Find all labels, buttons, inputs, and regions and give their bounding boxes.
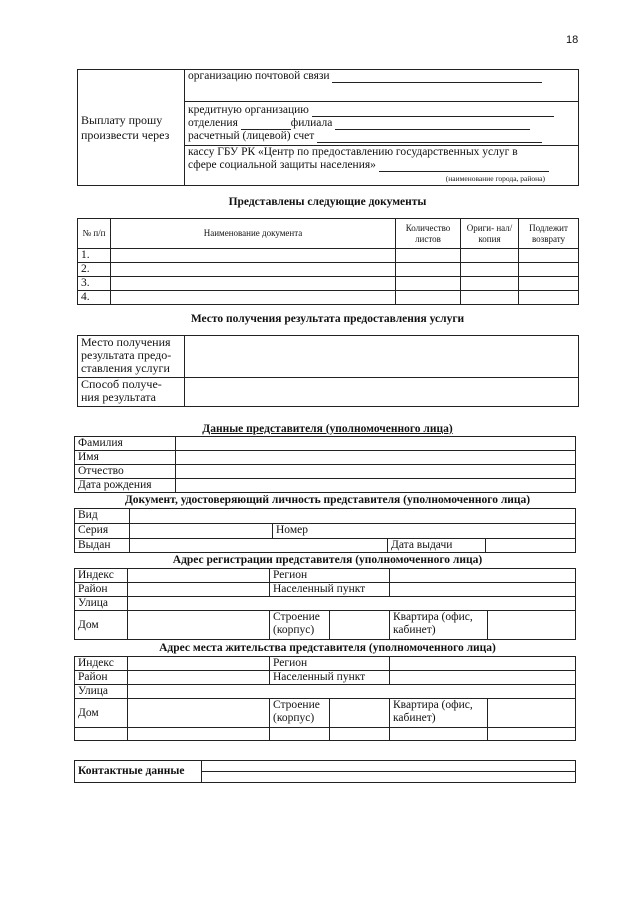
district-input[interactable] [128,671,270,685]
cell-input[interactable] [461,291,519,305]
index-input[interactable] [128,657,270,671]
vydan-input[interactable] [130,539,388,553]
field-label: Отчество [75,465,176,479]
extra-cell[interactable] [270,728,330,741]
cell-input[interactable] [396,263,461,277]
field-label: Фамилия [75,437,176,451]
apartment-label: Квартира (офис, кабинет) [390,699,488,728]
vid-input[interactable] [130,509,576,524]
live-addr-table [74,656,576,741]
rep-doc-heading: Документ, удостоверяющий личность представителя (уполномоченного лица) [124,494,531,506]
locality-input[interactable] [390,583,576,597]
cell-input[interactable] [111,263,396,277]
lastname-input[interactable] [176,437,576,451]
house-label: Дом [75,699,128,728]
cell-input[interactable] [461,277,519,291]
district-input[interactable] [128,583,270,597]
field-label: Имя [75,451,176,465]
cell-input[interactable] [396,291,461,305]
apartment-label: Квартира (офис, кабинет) [390,611,488,640]
cash-line-1: кассу ГБУ РК «Центр по предоставлению государственных услуг в [188,146,518,158]
cell-input[interactable] [519,249,579,263]
contacts-input[interactable] [202,761,576,783]
street-label: Улица [75,597,128,611]
apartment-input[interactable] [488,699,576,728]
docs-heading: Представлены следующие документы [228,196,427,208]
row-num: 3. [78,277,111,291]
account-label: расчетный (лицевой) счет [188,130,315,142]
index-label: Индекс [75,657,128,671]
payment-label: Выплату прошу произвести через [78,70,185,186]
cell-input[interactable] [396,249,461,263]
post-org-cell[interactable] [185,70,579,102]
result-method-input[interactable] [185,378,579,407]
extra-cell[interactable] [75,728,128,741]
cash-line-2: сфере социальной защиты населения» [188,159,376,171]
date-label: Дата выдачи [388,539,486,553]
reg-addr-table [74,568,576,640]
region-label: Регион [270,569,390,583]
result-table [77,335,579,407]
row-num: 4. [78,291,111,305]
col-num: № п/п [78,219,111,249]
field-label: Дата рождения [75,479,176,493]
result-place-input[interactable] [185,336,579,378]
apartment-input[interactable] [488,611,576,640]
col-sheets: Количество листов [396,219,461,249]
region-input[interactable] [390,657,576,671]
extra-cell[interactable] [390,728,488,741]
building-input[interactable] [330,611,390,640]
seria-label: Серия [75,524,130,539]
cell-input[interactable] [111,277,396,291]
reg-addr-heading: Адрес регистрации представителя (уполномоченного лица) [172,554,483,566]
page-number: 18 [566,34,579,46]
cell-input[interactable] [396,277,461,291]
house-input[interactable] [128,611,270,640]
street-input[interactable] [128,685,576,699]
branch-label: отделения [188,117,238,129]
col-orig-copy: Ориги- нал/копия [461,219,519,249]
cash-note: (наименование города, района) [445,174,545,183]
cell-input[interactable] [461,263,519,277]
birthdate-input[interactable] [176,479,576,493]
live-addr-heading: Адрес места жительства представителя (уполномоченного лица) [159,642,496,654]
payment-table [77,69,579,186]
result-method-label: Способ получе- ния результата [78,378,185,407]
building-input[interactable] [330,699,390,728]
nomer-label: Номер [276,524,308,536]
contacts-table [74,760,576,783]
post-org-label: организацию почтовой связи [188,70,330,82]
extra-cell[interactable] [488,728,576,741]
rep-heading: Данные представителя (уполномоченного лица) [202,423,453,435]
index-input[interactable] [128,569,270,583]
district-label: Район [75,671,128,685]
cell-input[interactable] [461,249,519,263]
patronymic-input[interactable] [176,465,576,479]
house-input[interactable] [128,699,270,728]
district-label: Район [75,583,128,597]
region-input[interactable] [390,569,576,583]
index-label: Индекс [75,569,128,583]
cell-input[interactable] [519,263,579,277]
locality-label: Населенный пункт [270,583,390,597]
rep-table [74,436,576,493]
cell-input[interactable] [111,249,396,263]
docs-table [77,218,579,305]
cell-input[interactable] [519,291,579,305]
building-label: Строение (корпус) [270,699,330,728]
street-label: Улица [75,685,128,699]
rep-doc-table [74,508,576,553]
filial-label: филиала [290,117,333,129]
date-input[interactable] [486,539,576,553]
region-label: Регион [270,657,390,671]
seria-input[interactable] [130,524,273,539]
cash-cell[interactable] [185,146,579,186]
locality-input[interactable] [390,671,576,685]
row-num: 1. [78,249,111,263]
result-place-label: Место получения результата предо- ставления услуги [78,336,185,378]
extra-cell[interactable] [330,728,390,741]
house-label: Дом [75,611,128,640]
vydan-label: Выдан [75,539,130,553]
col-return: Подлежит возврату [519,219,579,249]
credit-org-cell[interactable] [185,102,579,146]
extra-cell[interactable] [128,728,270,741]
building-label: Строение (корпус) [270,611,330,640]
locality-label: Населенный пункт [270,671,390,685]
street-input[interactable] [128,597,576,611]
col-doc-name: Наименование документа [111,219,396,249]
contacts-label: Контактные данные [75,761,202,783]
vid-label: Вид [75,509,130,524]
cell-input[interactable] [519,277,579,291]
firstname-input[interactable] [176,451,576,465]
row-num: 2. [78,263,111,277]
result-heading: Место получения результата предоставления услуги [190,313,465,325]
cell-input[interactable] [111,291,396,305]
credit-org-label: кредитную организацию [188,104,309,116]
nomer-cell[interactable] [273,524,576,539]
